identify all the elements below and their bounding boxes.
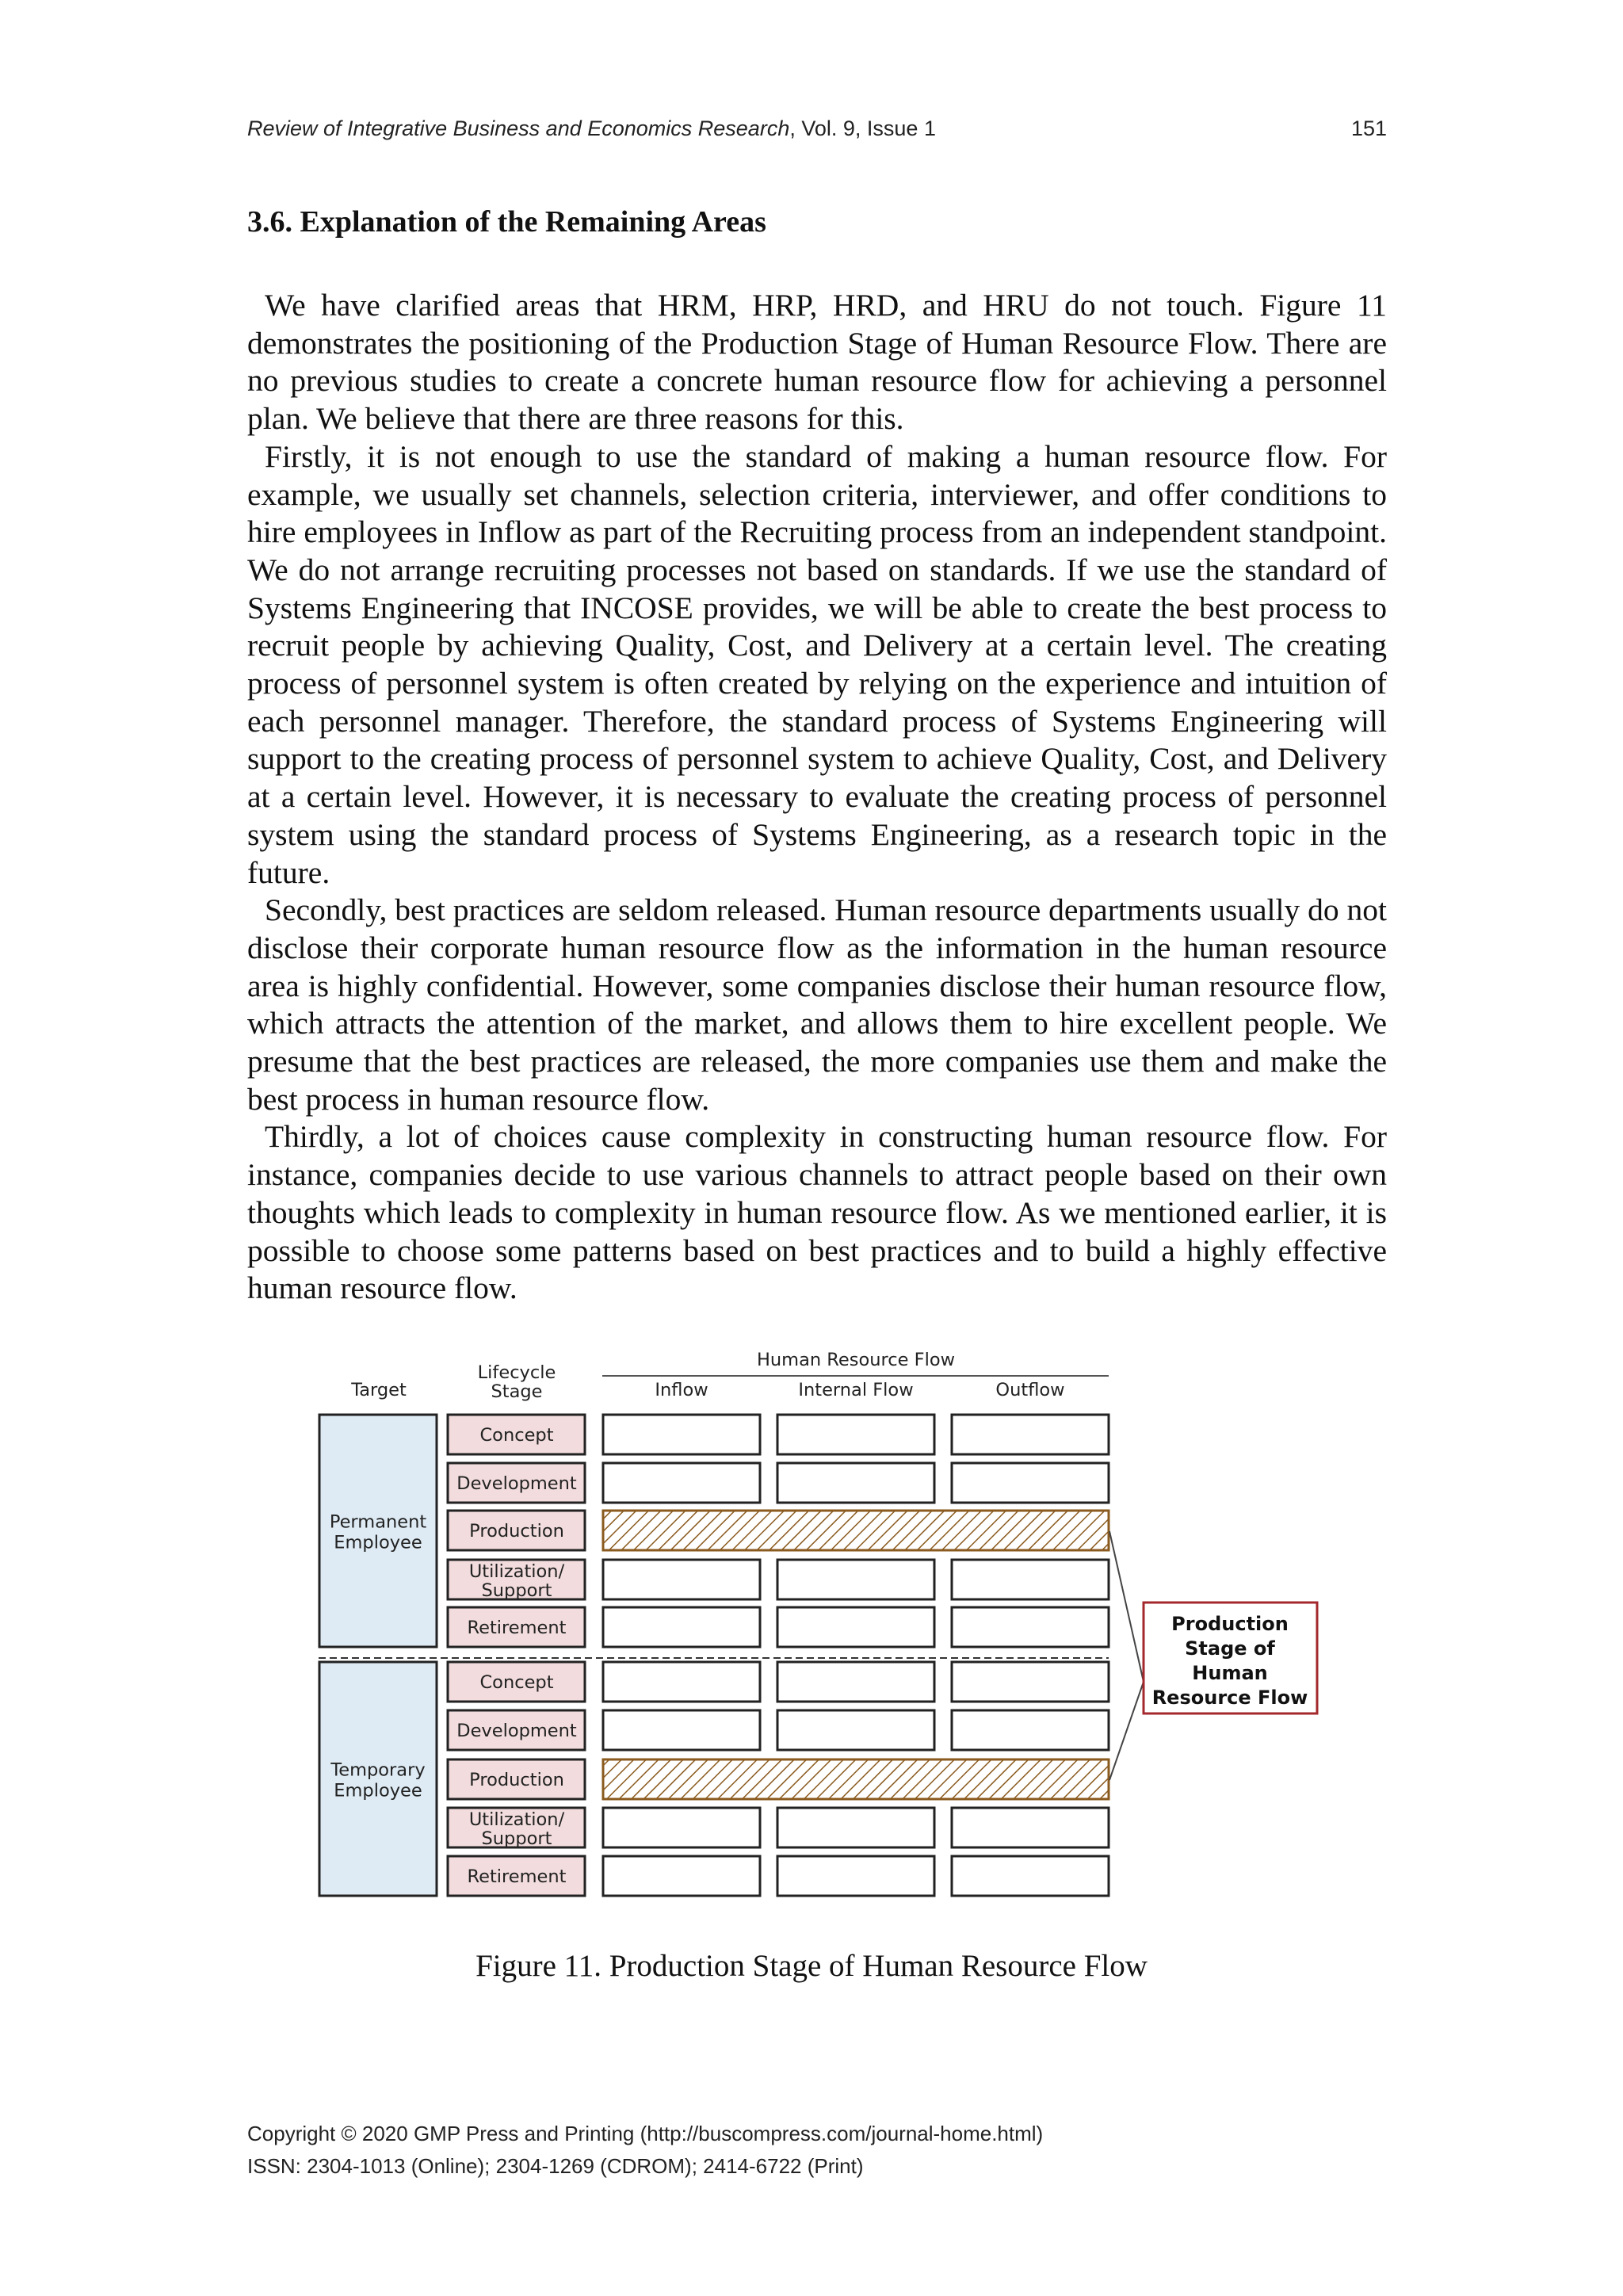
flow-cell <box>777 1662 934 1702</box>
paragraph: Secondly, best practices are seldom released. Human resource departments usually do not disclose their corporate human resource flow as the information in the human resource area is highly confidential. However, some companies disclose their human resource flow, which attracts the attention of the market, and allows them to hire excellent people. We presume that the best practices are released, the more companies use them and make the best process in human resource flow. <box>247 892 1387 1117</box>
flow-grid <box>319 1415 1109 1896</box>
callout-line4: Resource Flow <box>1151 1687 1308 1709</box>
target-group-label: Permanent <box>329 1511 427 1533</box>
lifecycle-stage-label: Concept <box>479 1425 554 1446</box>
lifecycle-stage-label: Support <box>481 1580 552 1601</box>
lifecycle-stage-label: Development <box>456 1721 577 1741</box>
figure-11 <box>301 1339 1331 1910</box>
flow-cell <box>777 1710 934 1750</box>
target-group-label: Temporary <box>330 1759 426 1781</box>
connector-line-lower <box>1109 1682 1144 1780</box>
lifecycle-stage-label: Utilization/ <box>468 1809 565 1830</box>
header-outflow: Outflow <box>995 1380 1065 1400</box>
lifecycle-stage-label: Development <box>456 1473 577 1494</box>
callout-line3: Human <box>1192 1662 1268 1684</box>
header-lifecycle-line1: Lifecycle <box>477 1362 556 1383</box>
flow-cell <box>777 1415 934 1454</box>
flow-cell <box>603 1856 760 1896</box>
lifecycle-stage-label: Retirement <box>467 1866 567 1887</box>
body-text <box>247 287 1387 1308</box>
flow-cell <box>603 1415 760 1454</box>
lifecycle-stage-label: Production <box>469 1521 564 1541</box>
callout-line2: Stage of <box>1185 1637 1275 1660</box>
page-number: 151 <box>1350 117 1387 140</box>
flow-cell <box>603 1808 760 1847</box>
flow-cell <box>777 1808 934 1847</box>
flow-cell <box>952 1463 1109 1503</box>
flow-cell <box>777 1560 934 1599</box>
paragraph: Firstly, it is not enough to use the standard of making a human resource flow. For example, we usually set channels, selection criteria, interviewer, and offer conditions to hire employees in Inflow as part of the Recruiting process from an independent standpoint. We do not arrange recruiting processes not based on standards. If we use the standard of Systems Engineering that INCOSE provides, we will be able to create the best process to recruit people by achieving Quality, Cost, and Delivery at a certain level. The creating process of personnel system is often created by relying on the experience and intuition of each personnel manager. Therefore, the standard process of Systems Engineering will support to the creating process of personnel system to achieve Quality, Cost, and Delivery at a certain level. However, it is necessary to evaluate the creating process of personnel system using the standard process of Systems Engineering, as a research topic in the future. <box>247 438 1387 890</box>
running-header <box>247 117 1387 148</box>
paragraph: Thirdly, a lot of choices cause complexity in constructing human resource flow. For instance, companies decide to use various channels to attract people based on their own thoughts which leads to complexity in human resource flow. As we mentioned earlier, it is possible to choose some patterns based on best practices and to build a highly effective human resource flow. <box>247 1119 1387 1306</box>
lifecycle-stage-label: Support <box>481 1828 552 1849</box>
issn-line: ISSN: 2304-1013 (Online); 2304-1269 (CDROM); 2414-6722 (Print) <box>247 2154 864 2178</box>
flow-cell <box>603 1710 760 1750</box>
connector-line-upper <box>1109 1531 1144 1682</box>
flow-cell <box>952 1856 1109 1896</box>
target-group-label: Employee <box>334 1780 422 1801</box>
flow-cell <box>777 1856 934 1896</box>
production-stage-bar <box>603 1759 1109 1799</box>
journal-volume: , Vol. 9, Issue 1 <box>789 117 936 140</box>
header-human-resource-flow: Human Resource Flow <box>757 1350 955 1370</box>
figure-caption: Figure 11. Production Stage of Human Resource Flow <box>475 1949 1148 1983</box>
lifecycle-stage-label: Production <box>469 1770 564 1790</box>
flow-cell <box>603 1607 760 1647</box>
section-heading: 3.6. Explanation of the Remaining Areas <box>247 205 766 239</box>
copyright-line: Copyright © 2020 GMP Press and Printing (http://buscompress.com/journal-home.html) <box>247 2122 1044 2145</box>
flow-cell <box>603 1560 760 1599</box>
flow-cell <box>952 1710 1109 1750</box>
production-stage-bar <box>603 1511 1109 1550</box>
header-inflow: Inflow <box>655 1380 708 1400</box>
header-target: Target <box>351 1380 407 1400</box>
flow-cell <box>603 1463 760 1503</box>
lifecycle-stage-label: Utilization/ <box>468 1561 565 1582</box>
flow-diagram <box>301 1339 1331 1910</box>
flow-cell <box>952 1662 1109 1702</box>
flow-cell <box>952 1560 1109 1599</box>
lifecycle-stage-label: Concept <box>479 1672 554 1693</box>
flow-cell <box>952 1415 1109 1454</box>
flow-cell <box>777 1607 934 1647</box>
lifecycle-stage-label: Retirement <box>467 1618 567 1638</box>
flow-cell <box>952 1808 1109 1847</box>
target-group-label: Employee <box>334 1532 422 1553</box>
paragraph: We have clarified areas that HRM, HRP, HRD, and HRU do not touch. Figure 11 demonstrates the positioning of the Production Stage of Human Resource Flow. There are no previous studies to create a concrete human resource flow for achieving a personnel plan. We believe that there are three reasons for this. <box>247 288 1387 437</box>
header-lifecycle-line2: Stage <box>491 1381 543 1402</box>
callout-line1: Production <box>1171 1613 1289 1635</box>
flow-cell <box>603 1662 760 1702</box>
page-footer <box>247 2118 1387 2183</box>
header-internal-flow: Internal Flow <box>798 1380 914 1400</box>
flow-cell <box>777 1463 934 1503</box>
flow-cell <box>952 1607 1109 1647</box>
journal-title: Review of Integrative Business and Economics Research <box>247 117 790 140</box>
